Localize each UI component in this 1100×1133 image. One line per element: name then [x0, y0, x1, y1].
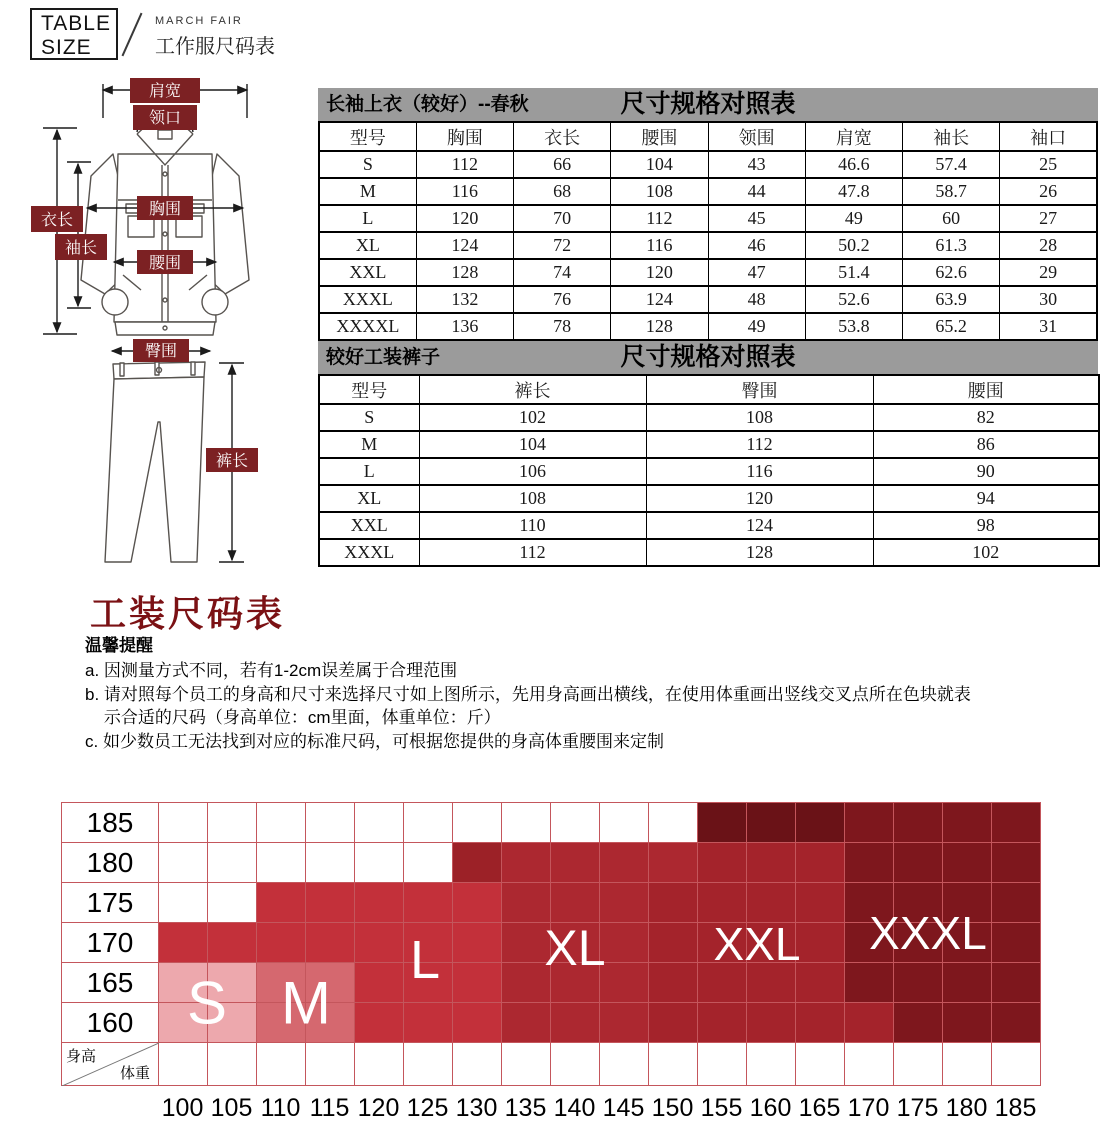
- heatmap-cell: [551, 883, 600, 923]
- table-cell: XXL: [319, 512, 419, 539]
- table-cell: 63.9: [903, 286, 1000, 313]
- table-row: [319, 178, 1097, 205]
- heatmap-empty-cell: [453, 1043, 502, 1086]
- heatmap-empty-cell: [159, 1043, 208, 1086]
- weight-axis-label: 150: [651, 1094, 694, 1122]
- heatmap-cell: [894, 843, 943, 883]
- heatmap-cell: [355, 1003, 404, 1043]
- table-cell: 74: [514, 259, 611, 286]
- table-cell: S: [319, 151, 416, 178]
- heatmap-cell: [698, 1003, 747, 1043]
- table-cell: 30: [1000, 286, 1097, 313]
- heatmap-cell: [208, 843, 257, 883]
- height-axis-label: 175: [62, 883, 159, 923]
- heatmap-cell: [894, 803, 943, 843]
- heatmap-cell: [796, 963, 845, 1003]
- table-cell: 72: [514, 232, 611, 259]
- height-axis-label: 165: [62, 963, 159, 1003]
- table-cell: XXXL: [319, 539, 419, 566]
- slash-divider: [122, 13, 143, 57]
- heatmap-empty-cell: [502, 1043, 551, 1086]
- page-title: 工作服尺码表: [155, 36, 275, 58]
- heatmap-cell: [257, 843, 306, 883]
- heatmap-cell: [845, 963, 894, 1003]
- heatmap-cell: [404, 1003, 453, 1043]
- table-cell: 47: [708, 259, 805, 286]
- axis-corner-cell: [62, 1043, 159, 1086]
- column-header: 袖长: [903, 122, 1000, 151]
- table-row: [319, 485, 1099, 512]
- heatmap-cell: [600, 923, 649, 963]
- heatmap-cell: [551, 1003, 600, 1043]
- heatmap-cell: [845, 843, 894, 883]
- reminder-notes: [85, 634, 1045, 753]
- table-cell: 58.7: [903, 178, 1000, 205]
- heatmap-empty-cell: [845, 1043, 894, 1086]
- table-cell: 51.4: [805, 259, 902, 286]
- heatmap-cell: [992, 803, 1041, 843]
- heatmap-empty-cell: [600, 1043, 649, 1086]
- weight-axis-label: 105: [210, 1094, 253, 1122]
- table-cell: 68: [514, 178, 611, 205]
- heatmap-cell: [992, 923, 1041, 963]
- heatmap-cell: [551, 803, 600, 843]
- table-cell: 48: [708, 286, 805, 313]
- table-cell: 50.2: [805, 232, 902, 259]
- heatmap-empty-cell: [649, 1043, 698, 1086]
- weight-axis-labels: [158, 1094, 1040, 1123]
- heatmap-empty-cell: [943, 1043, 992, 1086]
- table-row: [319, 404, 1099, 431]
- table-cell: 25: [1000, 151, 1097, 178]
- heatmap-cell: [453, 1003, 502, 1043]
- heatmap-cell: [747, 803, 796, 843]
- heatmap-cell: [306, 803, 355, 843]
- note-line-b: b. 请对照每个员工的身高和尺寸来选择尺寸如上图所示，先用身高画出横线，在使用体重画出竖线交叉点所在色块就表: [85, 684, 971, 704]
- heatmap-cell: [208, 923, 257, 963]
- table-cell: XXXL: [319, 286, 416, 313]
- heatmap-empty-cell: [894, 1043, 943, 1086]
- weight-axis-label: 115: [309, 1094, 350, 1122]
- heatmap-cell: [159, 803, 208, 843]
- table-row: [319, 286, 1097, 313]
- note-line-b2: 示合适的尺码（身高单位：cm里面，体重单位：斤）: [85, 708, 501, 728]
- table-cell: M: [319, 178, 416, 205]
- table-cell: 49: [708, 313, 805, 340]
- heatmap-cell: [453, 923, 502, 963]
- table-cell: 106: [419, 458, 646, 485]
- size-region-label-xxxl: XXXL: [869, 907, 987, 959]
- heatmap-cell: [649, 843, 698, 883]
- table-cell: 128: [611, 313, 708, 340]
- jacket-table-body: [318, 121, 1098, 341]
- pants-table-title: 较好工装裤子: [326, 347, 441, 368]
- table-cell: 116: [611, 232, 708, 259]
- table-cell: 128: [416, 259, 513, 286]
- table-cell: 57.4: [903, 151, 1000, 178]
- table-cell: 70: [514, 205, 611, 232]
- notes-title: 温馨提醒: [85, 636, 153, 655]
- weight-axis-label: 160: [749, 1094, 792, 1122]
- table-cell: 46.6: [805, 151, 902, 178]
- column-header: 胸围: [416, 122, 513, 151]
- weight-axis-label: 140: [553, 1094, 596, 1122]
- table-cell: 104: [419, 431, 646, 458]
- column-header: 衣长: [514, 122, 611, 151]
- column-header: 肩宽: [805, 122, 902, 151]
- pants-table-subtitle: 尺寸规格对照表: [620, 343, 796, 371]
- heatmap-cell: [796, 883, 845, 923]
- table-row: [319, 259, 1097, 286]
- table-cell: 116: [416, 178, 513, 205]
- weight-axis-label: 145: [602, 1094, 645, 1122]
- heatmap-cell: [257, 923, 306, 963]
- heatmap-cell: [796, 803, 845, 843]
- heatmap-cell: [355, 843, 404, 883]
- column-header: 臀围: [646, 375, 873, 404]
- table-cell: 120: [416, 205, 513, 232]
- table-cell: L: [319, 458, 419, 485]
- logo-line2: SIZE: [41, 36, 92, 59]
- table-cell: 124: [646, 512, 873, 539]
- pants-sketch: [105, 362, 205, 562]
- heatmap-cell: [551, 843, 600, 883]
- jacket-size-table: [318, 88, 1098, 341]
- table-cell: 128: [646, 539, 873, 566]
- table-cell: 90: [873, 458, 1099, 485]
- heatmap-empty-cell: [796, 1043, 845, 1086]
- heatmap-cell: [649, 963, 698, 1003]
- heatmap-cell: [943, 803, 992, 843]
- heatmap-cell: [306, 923, 355, 963]
- heatmap-empty-cell: [208, 1043, 257, 1086]
- heatmap-empty-cell: [257, 1043, 306, 1086]
- heatmap-cell: [992, 1003, 1041, 1043]
- table-cell: 112: [611, 205, 708, 232]
- table-cell: 28: [1000, 232, 1097, 259]
- chest-label: 胸围: [148, 201, 182, 218]
- column-header: 型号: [319, 375, 419, 404]
- heatmap-cell: [453, 883, 502, 923]
- weight-axis-label: 165: [798, 1094, 841, 1122]
- table-cell: 116: [646, 458, 873, 485]
- heatmap-cell: [845, 803, 894, 843]
- weight-axis-label: 120: [357, 1094, 400, 1122]
- jacket-table-subtitle: 尺寸规格对照表: [620, 90, 796, 118]
- collar-label: 领口: [148, 110, 182, 127]
- x-axis-title: 体重: [119, 1065, 150, 1082]
- heatmap-cell: [404, 803, 453, 843]
- size-selection-heatmap: [61, 802, 1051, 1132]
- height-axis-label: 160: [62, 1003, 159, 1043]
- table-cell: 98: [873, 512, 1099, 539]
- table-row: [319, 151, 1097, 178]
- heatmap-empty-cell: [747, 1043, 796, 1086]
- heatmap-cell: [649, 883, 698, 923]
- heatmap-cell: [159, 843, 208, 883]
- size-region-label-xxl: XXL: [713, 918, 801, 970]
- heatmap-cell: [453, 803, 502, 843]
- table-row: [319, 205, 1097, 232]
- weight-axis-label: 175: [896, 1094, 939, 1122]
- column-header: 袖口: [1000, 122, 1097, 151]
- table-cell: 132: [416, 286, 513, 313]
- heatmap-cell: [600, 963, 649, 1003]
- heatmap-empty-cell: [355, 1043, 404, 1086]
- weight-axis-label: 130: [455, 1094, 498, 1122]
- heatmap-cell: [453, 963, 502, 1003]
- heatmap-cell: [600, 883, 649, 923]
- heatmap-empty-cell: [306, 1043, 355, 1086]
- heatmap-cell: [208, 803, 257, 843]
- table-cell: XXL: [319, 259, 416, 286]
- heatmap-cell: [502, 843, 551, 883]
- table-row: [319, 539, 1099, 566]
- table-row: [319, 313, 1097, 340]
- heatmap-cell: [159, 923, 208, 963]
- brand-name: MARCH FAIR: [155, 15, 243, 27]
- table-cell: 94: [873, 485, 1099, 512]
- sleeve-length-label: 袖长: [64, 240, 98, 257]
- table-cell: 29: [1000, 259, 1097, 286]
- table-cell: XL: [319, 485, 419, 512]
- table-cell: 112: [416, 151, 513, 178]
- table-cell: 66: [514, 151, 611, 178]
- table-cell: 110: [419, 512, 646, 539]
- heatmap-cell: [404, 883, 453, 923]
- heatmap-cell: [796, 1003, 845, 1043]
- table-cell: 53.8: [805, 313, 902, 340]
- table-cell: 49: [805, 205, 902, 232]
- pants-length-label: 裤长: [215, 453, 249, 470]
- height-axis-label: 170: [62, 923, 159, 963]
- table-cell: 44: [708, 178, 805, 205]
- weight-axis-label: 110: [260, 1094, 301, 1122]
- jacket-table-title: 长袖上衣（较好）--春秋: [326, 94, 529, 115]
- table-cell: 108: [611, 178, 708, 205]
- table-cell: 27: [1000, 205, 1097, 232]
- heatmap-empty-cell: [992, 1043, 1041, 1086]
- heatmap-cell: [306, 843, 355, 883]
- heatmap-empty-cell: [551, 1043, 600, 1086]
- column-header: 型号: [319, 122, 416, 151]
- hip-label: 臀围: [144, 343, 178, 360]
- heatmap-cell: [649, 803, 698, 843]
- table-cell: 102: [873, 539, 1099, 566]
- table-cell: 61.3: [903, 232, 1000, 259]
- heatmap-cell: [943, 1003, 992, 1043]
- table-cell: S: [319, 404, 419, 431]
- heatmap-cell: [502, 803, 551, 843]
- heatmap-cell: [894, 963, 943, 1003]
- table-cell: 52.6: [805, 286, 902, 313]
- logo-table-size: [30, 8, 118, 60]
- weight-axis-label: 185: [994, 1094, 1037, 1122]
- table-cell: 46: [708, 232, 805, 259]
- heatmap-cell: [747, 843, 796, 883]
- heatmap-cell: [992, 843, 1041, 883]
- heatmap-cell: [502, 1003, 551, 1043]
- table-cell: 112: [646, 431, 873, 458]
- heatmap-cell: [355, 803, 404, 843]
- table-cell: 124: [611, 286, 708, 313]
- size-region-label-l: L: [409, 930, 441, 990]
- note-line-c: c. 如少数员工无法找到对应的标准尺码，可根据您提供的身高体重腰围来定制: [85, 731, 664, 751]
- heatmap-cell: [796, 923, 845, 963]
- heatmap-cell: [992, 883, 1041, 923]
- heatmap-cell: [306, 883, 355, 923]
- table-cell: 45: [708, 205, 805, 232]
- weight-axis-label: 135: [504, 1094, 547, 1122]
- heatmap-cell: [845, 1003, 894, 1043]
- heatmap-cell: [355, 923, 404, 963]
- table-cell: 124: [416, 232, 513, 259]
- table-cell: 86: [873, 431, 1099, 458]
- table-cell: 26: [1000, 178, 1097, 205]
- section-title: 工装尺码表: [90, 593, 286, 634]
- heatmap-cell: [747, 1003, 796, 1043]
- table-cell: 62.6: [903, 259, 1000, 286]
- table-cell: 60: [903, 205, 1000, 232]
- heatmap-cell: [600, 1003, 649, 1043]
- note-line-a: a. 因测量方式不同，若有1-2cm误差属于合理范围: [85, 661, 458, 681]
- jacket-sketch: [81, 122, 249, 335]
- table-cell: 82: [873, 404, 1099, 431]
- weight-axis-label: 170: [847, 1094, 890, 1122]
- heatmap-cell: [355, 963, 404, 1003]
- size-region-label-xl: XL: [544, 920, 606, 976]
- heatmap-cell: [894, 1003, 943, 1043]
- heatmap-cell: [992, 963, 1041, 1003]
- table-cell: 65.2: [903, 313, 1000, 340]
- table-cell: 31: [1000, 313, 1097, 340]
- heatmap-cell: [208, 883, 257, 923]
- heatmap-cell: [649, 923, 698, 963]
- jacket-length-label: 衣长: [40, 212, 74, 229]
- heatmap-cell: [404, 843, 453, 883]
- heatmap-cell: [453, 843, 502, 883]
- size-region-label-m: M: [281, 969, 331, 1037]
- table-cell: XXXXL: [319, 313, 416, 340]
- table-row: [319, 512, 1099, 539]
- heatmap-cell: [698, 803, 747, 843]
- table-cell: 108: [419, 485, 646, 512]
- pants-table-body: [318, 374, 1098, 567]
- height-axis-label: 180: [62, 843, 159, 883]
- pants-table-header-band: [318, 341, 1098, 374]
- garment-measurement-diagram: [25, 72, 315, 584]
- heatmap-empty-cell: [404, 1043, 453, 1086]
- y-axis-title: 身高: [66, 1048, 97, 1065]
- table-cell: 112: [419, 539, 646, 566]
- table-row: [319, 458, 1099, 485]
- table-cell: 136: [416, 313, 513, 340]
- logo-line1: TABLE: [41, 12, 111, 35]
- heatmap-cell: [698, 843, 747, 883]
- heatmap-cell: [600, 843, 649, 883]
- table-cell: 104: [611, 151, 708, 178]
- table-cell: L: [319, 205, 416, 232]
- column-header: 腰围: [873, 375, 1099, 404]
- column-header: 裤长: [419, 375, 646, 404]
- heatmap-cell: [502, 883, 551, 923]
- column-header: 领围: [708, 122, 805, 151]
- table-row: [319, 232, 1097, 259]
- heatmap-cell: [943, 963, 992, 1003]
- table-cell: 120: [611, 259, 708, 286]
- weight-axis-label: 155: [700, 1094, 743, 1122]
- column-header: 腰围: [611, 122, 708, 151]
- table-cell: 120: [646, 485, 873, 512]
- weight-axis-label: 125: [406, 1094, 449, 1122]
- heatmap-cell: [355, 883, 404, 923]
- table-cell: 78: [514, 313, 611, 340]
- table-cell: 76: [514, 286, 611, 313]
- heatmap-cell: [257, 883, 306, 923]
- shoulder-label: 肩宽: [148, 83, 182, 100]
- heatmap-cell: [257, 803, 306, 843]
- table-cell: 43: [708, 151, 805, 178]
- heatmap-cell: [159, 883, 208, 923]
- pants-size-table: [318, 341, 1098, 567]
- waist-label: 腰围: [148, 255, 182, 272]
- weight-axis-label: 100: [161, 1094, 204, 1122]
- heatmap-cell: [796, 843, 845, 883]
- table-cell: 108: [646, 404, 873, 431]
- table-row: [319, 431, 1099, 458]
- height-axis-label: 185: [62, 803, 159, 843]
- heatmap-empty-cell: [698, 1043, 747, 1086]
- heatmap-cell: [600, 803, 649, 843]
- table-cell: M: [319, 431, 419, 458]
- jacket-table-header-band: [318, 88, 1098, 121]
- table-cell: 102: [419, 404, 646, 431]
- size-region-label-s: S: [186, 969, 228, 1037]
- weight-axis-label: 180: [945, 1094, 988, 1122]
- heatmap-cell: [649, 1003, 698, 1043]
- heatmap-cell: [943, 843, 992, 883]
- table-cell: XL: [319, 232, 416, 259]
- table-cell: 47.8: [805, 178, 902, 205]
